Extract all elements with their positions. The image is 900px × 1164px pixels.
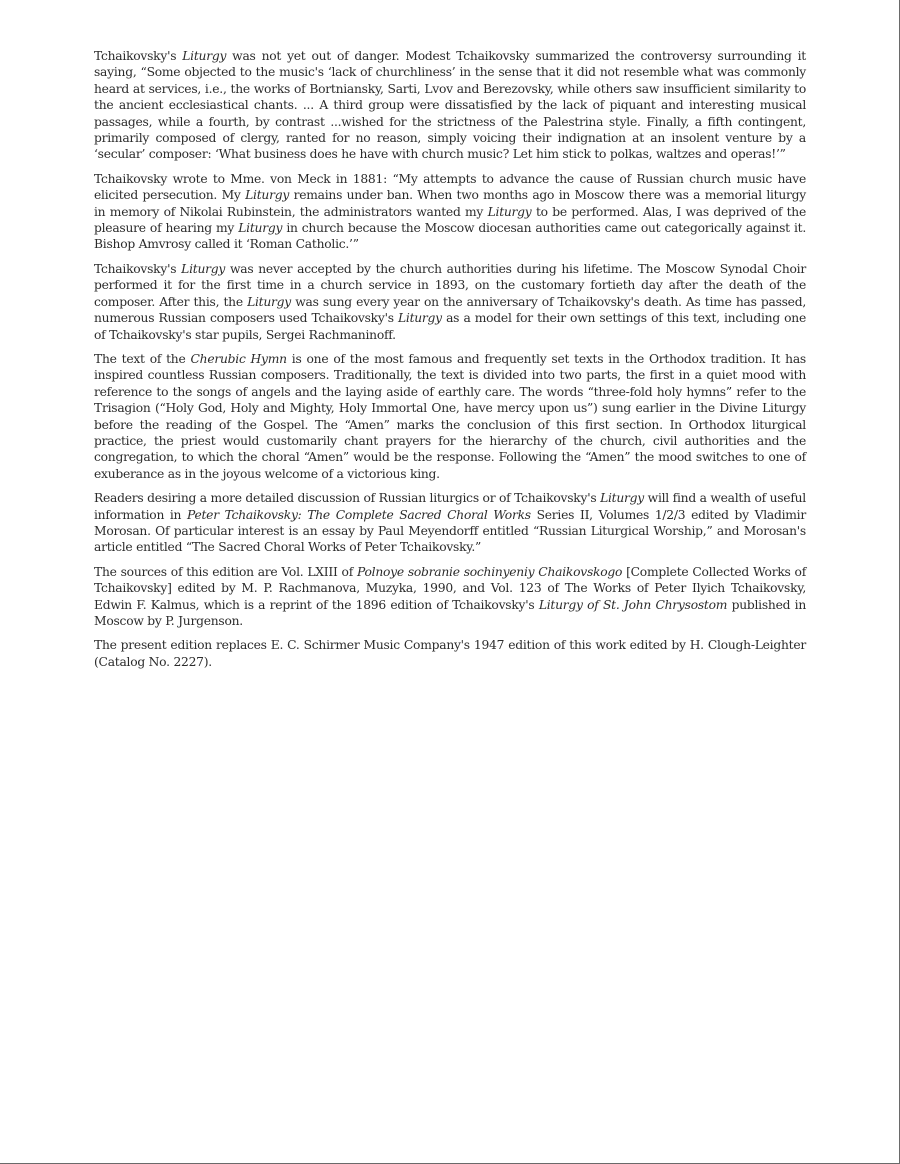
text-run: Tchaikovsky's (94, 261, 182, 276)
text-run: [Complete Collected Works of Tchaikovsky] edited by M. P. Rachmanova, Muzyka, 1990, and Vol. 123 of The Works of Peter Ilyich Tchaikovsky, Edwin F. Kalmus, which is a reprint of the 1896 edition of Tchaikovsky's (94, 564, 806, 612)
text-run: as a model for their own settings of this text, including one of Tchaikovsky's star pupils, Sergei Rachmaninoff. (94, 311, 806, 342)
paragraph-synodal-choir (94, 261, 806, 343)
text-run: is one of the most famous and frequently set texts in the Orthodox tradition. It has inspired countless Russian composers. Traditionally, the text is divided into two parts, the first in a quiet mood with reference to the songs of angels and the laying aside of earthly care. The words “three-fold holy hymns” refer to the Trisagion (“Holy God, Holy and Mighty, Holy Immortal One, have mercy upon us”) sung earlier in the Divine Liturgy before the reading of the Gospel. The “Amen” marks the conclusion of this first section. In Orthodox liturgical practice, the priest would customarily chant prayers for the hierarchy of the church, civil authorities and the congregation, to which the choral “Amen” would be the response. Following the “Amen” the mood switches to one of exuberance as in the joyous welcome of a victorious king. (94, 351, 806, 481)
italic-title-run: Cherubic Hymn (190, 351, 287, 366)
text-run: remains under ban. When two months ago in Moscow there was a memorial liturgy in memory of Nikolai Rubinstein, the administrators wanted my (94, 188, 806, 219)
text-run: in church because the Moscow diocesan authorities came out categorically against it. Bishop Amvrosy called it ‘Roman Catholic.’” (94, 221, 806, 252)
paragraph-von-meck-letter (94, 171, 806, 253)
text-run: published in Moscow by P. Jurgenson. (94, 597, 806, 628)
italic-title-run: Liturgy (182, 49, 227, 63)
italic-title-run: Liturgy (487, 204, 532, 219)
italic-title-run: Liturgy (245, 188, 290, 203)
italic-title-run: Liturgy of St. John Chrysostom (538, 597, 728, 612)
italic-title-run: Liturgy (181, 261, 226, 276)
text-run: Tchaikovsky wrote to Mme. von Meck in 1881: “My attempts to advance the cause of Russian church music have elicited persecution. My (94, 171, 806, 203)
italic-title-run: Liturgy (600, 491, 644, 506)
italic-title-run: Liturgy (247, 294, 291, 309)
paragraph-further-reading (94, 490, 806, 556)
text-run: was sung every year on the anniversary of Tchaikovsky's death. As time has passed, numerous Russian composers used Tchaikovsky's (94, 294, 806, 326)
paragraph-cherubic-hymn (94, 351, 806, 482)
text-run: The text of the (94, 351, 191, 366)
text-run: Readers desiring a more detailed discussion of Russian liturgics or of Tchaikovsky's (94, 491, 601, 506)
body-text (94, 48, 806, 678)
paragraph-edition-note (94, 637, 806, 670)
paragraph-modest-controversy (94, 48, 806, 163)
text-run: was not yet out of danger. Modest Tchaikovsky summarized the controversy surrounding it saying, “Some objected to the music's ‘lack of churchliness’ in the sense that it did not resemble what was commonly heard at services, i.e., the works of Bortniansky, Sarti, Lvov and Berezovsky, while others saw insufficient similarity to the ancient ecclesiastical chants. ... A third group were dissatisfied by the lack of piquant and interesting musical passages, while a fourth, by contrast ...wished for the strictness of the Palestrina style. Finally, a fifth contingent, primarily composed of clergy, ranted for no reason, simply voicing their indignation at an insolent venture by a ‘secular’ composer: ‘What business does he have with church music? Let him stick to polkas, waltzes and operas!’” (94, 49, 806, 162)
italic-title-run: Polnoye sobranie sochinyeniy Chaikovskogo (356, 564, 623, 579)
text-run: Series II, Volumes 1/2/3 edited by Vladimir Morosan. Of particular interest is an essay by Paul Meyendorff entitled “Russian Liturgical Worship,” and Morosan's article entitled “The Sacred Choral Works of Peter Tchaikovsky.” (94, 507, 806, 555)
text-run: to be performed. Alas, I was deprived of the pleasure of hearing my (94, 204, 806, 236)
text-run: The present edition replaces E. C. Schirmer Music Company's 1947 edition of this work edited by H. Clough-Leighter (Catalog No. 2227). (94, 638, 806, 669)
italic-title-run: Liturgy (397, 311, 442, 326)
text-run: Tchaikovsky's (94, 49, 183, 63)
italic-title-run: Liturgy (238, 221, 283, 236)
italic-title-run: Peter Tchaikovsky: The Complete Sacred Choral Works (186, 507, 531, 522)
paragraph-sources (94, 564, 806, 630)
text-run: was never accepted by the church authorities during his lifetime. The Moscow Synodal Choir performed it for the first time in a church service in 1893, on the customary fortieth day after the death of the composer. After this, the (94, 261, 806, 309)
text-run: will find a wealth of useful information in (94, 491, 806, 522)
text-run: The sources of this edition are Vol. LXIII of (94, 564, 357, 579)
